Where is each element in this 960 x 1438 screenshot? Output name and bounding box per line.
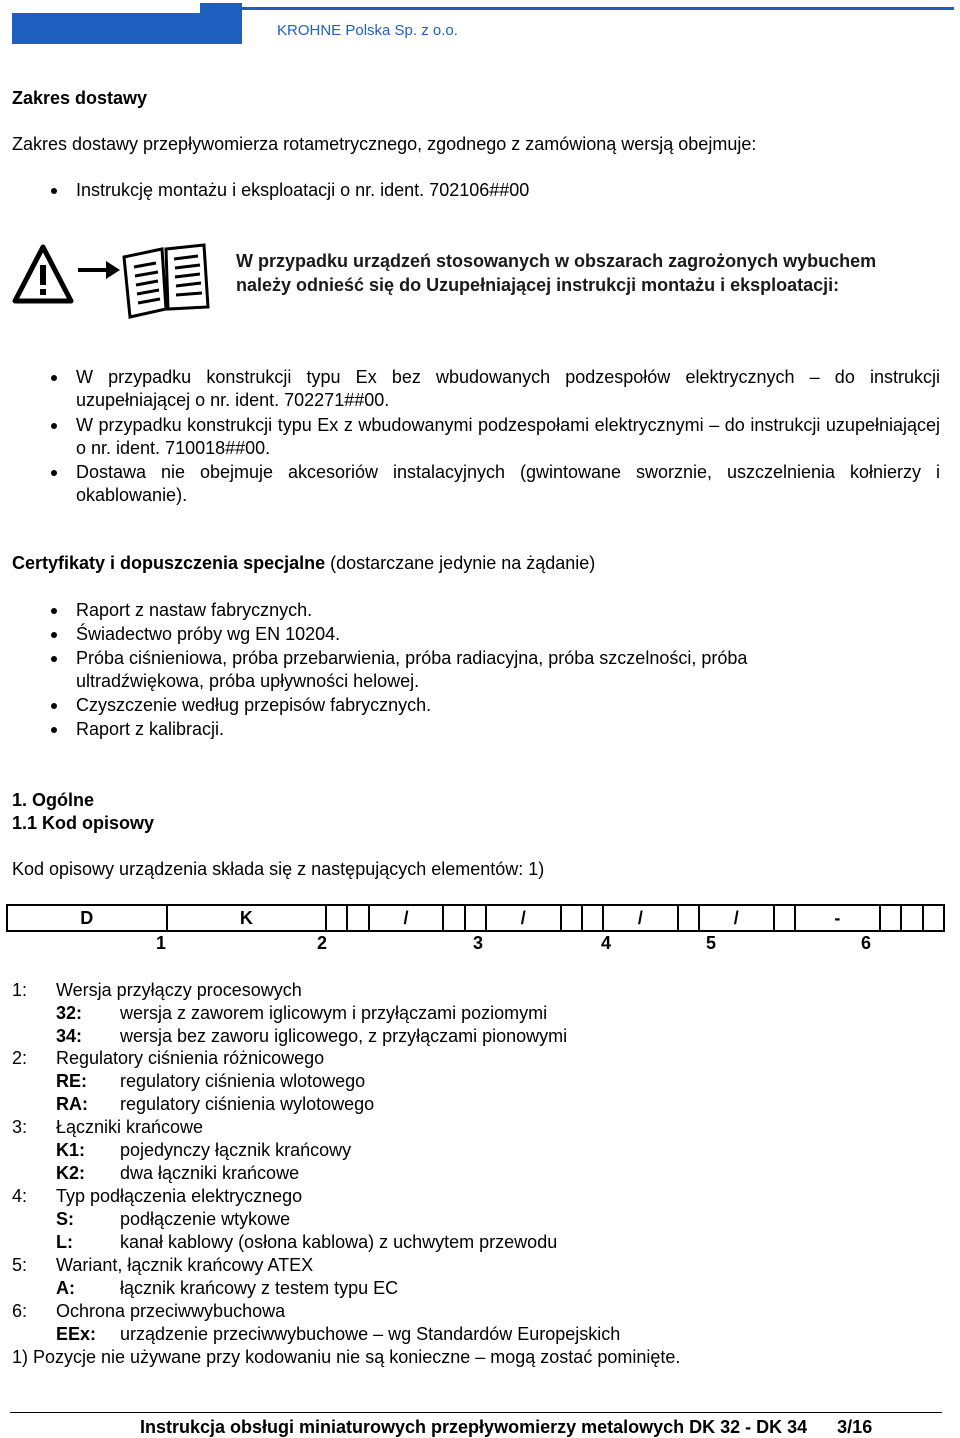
option-text: wersja bez zaworu iglicowego, z przyłączami pionowymi [120,1026,568,1046]
code-cell [678,905,699,931]
code-cell: - [795,905,880,931]
legend-text: Ochrona przeciwwybuchowa [56,1301,286,1321]
header-accent [200,3,242,13]
delivery-list [10,179,940,202]
code-cell [774,905,795,931]
footer-divider [10,1412,942,1413]
list-item: W przypadku konstrukcji typu Ex bez wbudowanych podzespołów elektrycznych – do instrukcji uzupełniającej o nr. ident. 702271##00. [10,366,940,412]
legend-text: Typ podłączenia elektrycznego [56,1186,303,1206]
code-cell [347,905,368,931]
code-cell: D [7,905,167,931]
list-item: Raport z nastaw fabrycznych. [10,599,840,622]
option-text: regulatory ciśnienia wylotowego [120,1094,375,1114]
list-item: Próba ciśnieniowa, próba przebarwienia, próba radiacyjna, próba szczelności, próba ultradźwiękowa, próba upływności helowej. [10,647,840,693]
legend-num: 3: [12,1117,28,1137]
list-item: W przypadku konstrukcji typu Ex z wbudowanymi podzespołami elektrycznymi – do instrukcji uzupełniającej o nr. ident. 710018##00. [10,414,940,460]
option-code: EEx: [56,1324,97,1344]
certificates-title [12,552,595,575]
legend-num: 1: [12,980,28,1000]
open-book-icon [120,243,210,324]
heading-general: 1. Ogólne [12,790,95,810]
code-cell [880,905,901,931]
option-text: podłączenie wtykowe [120,1209,291,1229]
option-code: RA: [56,1094,88,1114]
code-cell [326,905,347,931]
option-code: K1: [56,1140,86,1160]
legend-num: 6: [12,1301,28,1321]
page-number: 3/16 [837,1417,873,1437]
position-number: 2 [317,933,328,953]
code-cell [443,905,464,931]
certificates-title-rest: (dostarczane jedynie na żądanie) [325,553,596,573]
header-bar [12,13,242,44]
list-item: Świadectwo próby wg EN 10204. [10,623,840,646]
warning-text: W przypadku urządzeń stosowanych w obszarach zagrożonych wybuchem należy odnieść się do Uzupełniającej instrukcji montażu i eksploatacji: [236,251,877,295]
list-item: Raport z kalibracji. [10,718,840,741]
position-number: 4 [601,933,612,953]
company-name: KROHNE Polska Sp. z o.o. [277,22,458,39]
footer-doc-title: Instrukcja obsługi miniaturowych przepływomierzy metalowych DK 32 - DK 34 [140,1417,808,1437]
footer-title [140,1417,872,1438]
option-text: kanał kablowy (osłona kablowa) z uchwytem przewodu [120,1232,558,1252]
code-cell [901,905,922,931]
position-number: 6 [861,933,872,953]
option-text: wersja z zaworem iglicowym i przyłączami poziomymi [120,1003,548,1023]
option-code: A: [56,1278,75,1298]
list-item: Czyszczenie według przepisów fabrycznych. [10,694,840,717]
section-title-delivery: Zakres dostawy [12,88,148,108]
legend-text: Regulatory ciśnienia różnicowego [56,1048,325,1068]
code-intro: Kod opisowy urządzenia składa się z następujących elementów: 1) [12,859,545,879]
arrow-right-icon [76,259,122,286]
code-cell [465,905,486,931]
code-table [6,904,945,932]
warning-triangle-icon [12,243,74,310]
code-cell: / [603,905,678,931]
position-number: 3 [473,933,484,953]
code-cell: / [369,905,444,931]
option-code: 32: [56,1003,83,1023]
option-code: RE: [56,1071,87,1091]
legend-text: Wersja przyłączy procesowych [56,980,302,1000]
option-code: S: [56,1209,74,1229]
ex-list [10,366,940,507]
position-number: 1 [156,933,167,953]
footnote: 1) Pozycje nie używane przy kodowaniu nie są konieczne – mogą zostać pominięte. [12,1347,681,1367]
code-cell: K [167,905,327,931]
certificates-list [10,599,840,741]
position-number: 5 [706,933,717,953]
code-cell [561,905,582,931]
option-text: regulatory ciśnienia wlotowego [120,1071,366,1091]
option-code: 34: [56,1026,83,1046]
legend-num: 2: [12,1048,28,1068]
option-code: K2: [56,1163,86,1183]
code-cell: / [486,905,561,931]
header-line [242,7,954,10]
code-cell [582,905,603,931]
code-cell [923,905,944,931]
legend-text: Łączniki krańcowe [56,1117,204,1137]
certificates-title-bold: Certyfikaty i dopuszczenia specjalne [12,553,326,573]
list-item: Dostawa nie obejmuje akcesoriów instalacyjnych (gwintowane sworznie, uszczelnienia kołnierzy i okablowanie). [10,461,940,507]
list-item: Instrukcję montażu i eksploatacji o nr. ident. 702106##00 [10,179,940,202]
legend-num: 4: [12,1186,28,1206]
option-text: łącznik krańcowy z testem typu EC [120,1278,399,1298]
option-text: urządzenie przeciwwybuchowe – wg Standardów Europejskich [120,1324,621,1344]
option-text: pojedynczy łącznik krańcowy [120,1140,352,1160]
option-code: L: [56,1232,73,1252]
heading-code: 1.1 Kod opisowy [12,813,155,833]
code-cell: / [699,905,774,931]
legend-num: 5: [12,1255,28,1275]
delivery-intro: Zakres dostawy przepływomierza rotametrycznego, zgodnego z zamówioną wersją obejmuje: [12,134,757,154]
code-row [7,905,944,931]
option-text: dwa łączniki krańcowe [120,1163,300,1183]
legend-text: Wariant, łącznik krańcowy ATEX [56,1255,314,1275]
